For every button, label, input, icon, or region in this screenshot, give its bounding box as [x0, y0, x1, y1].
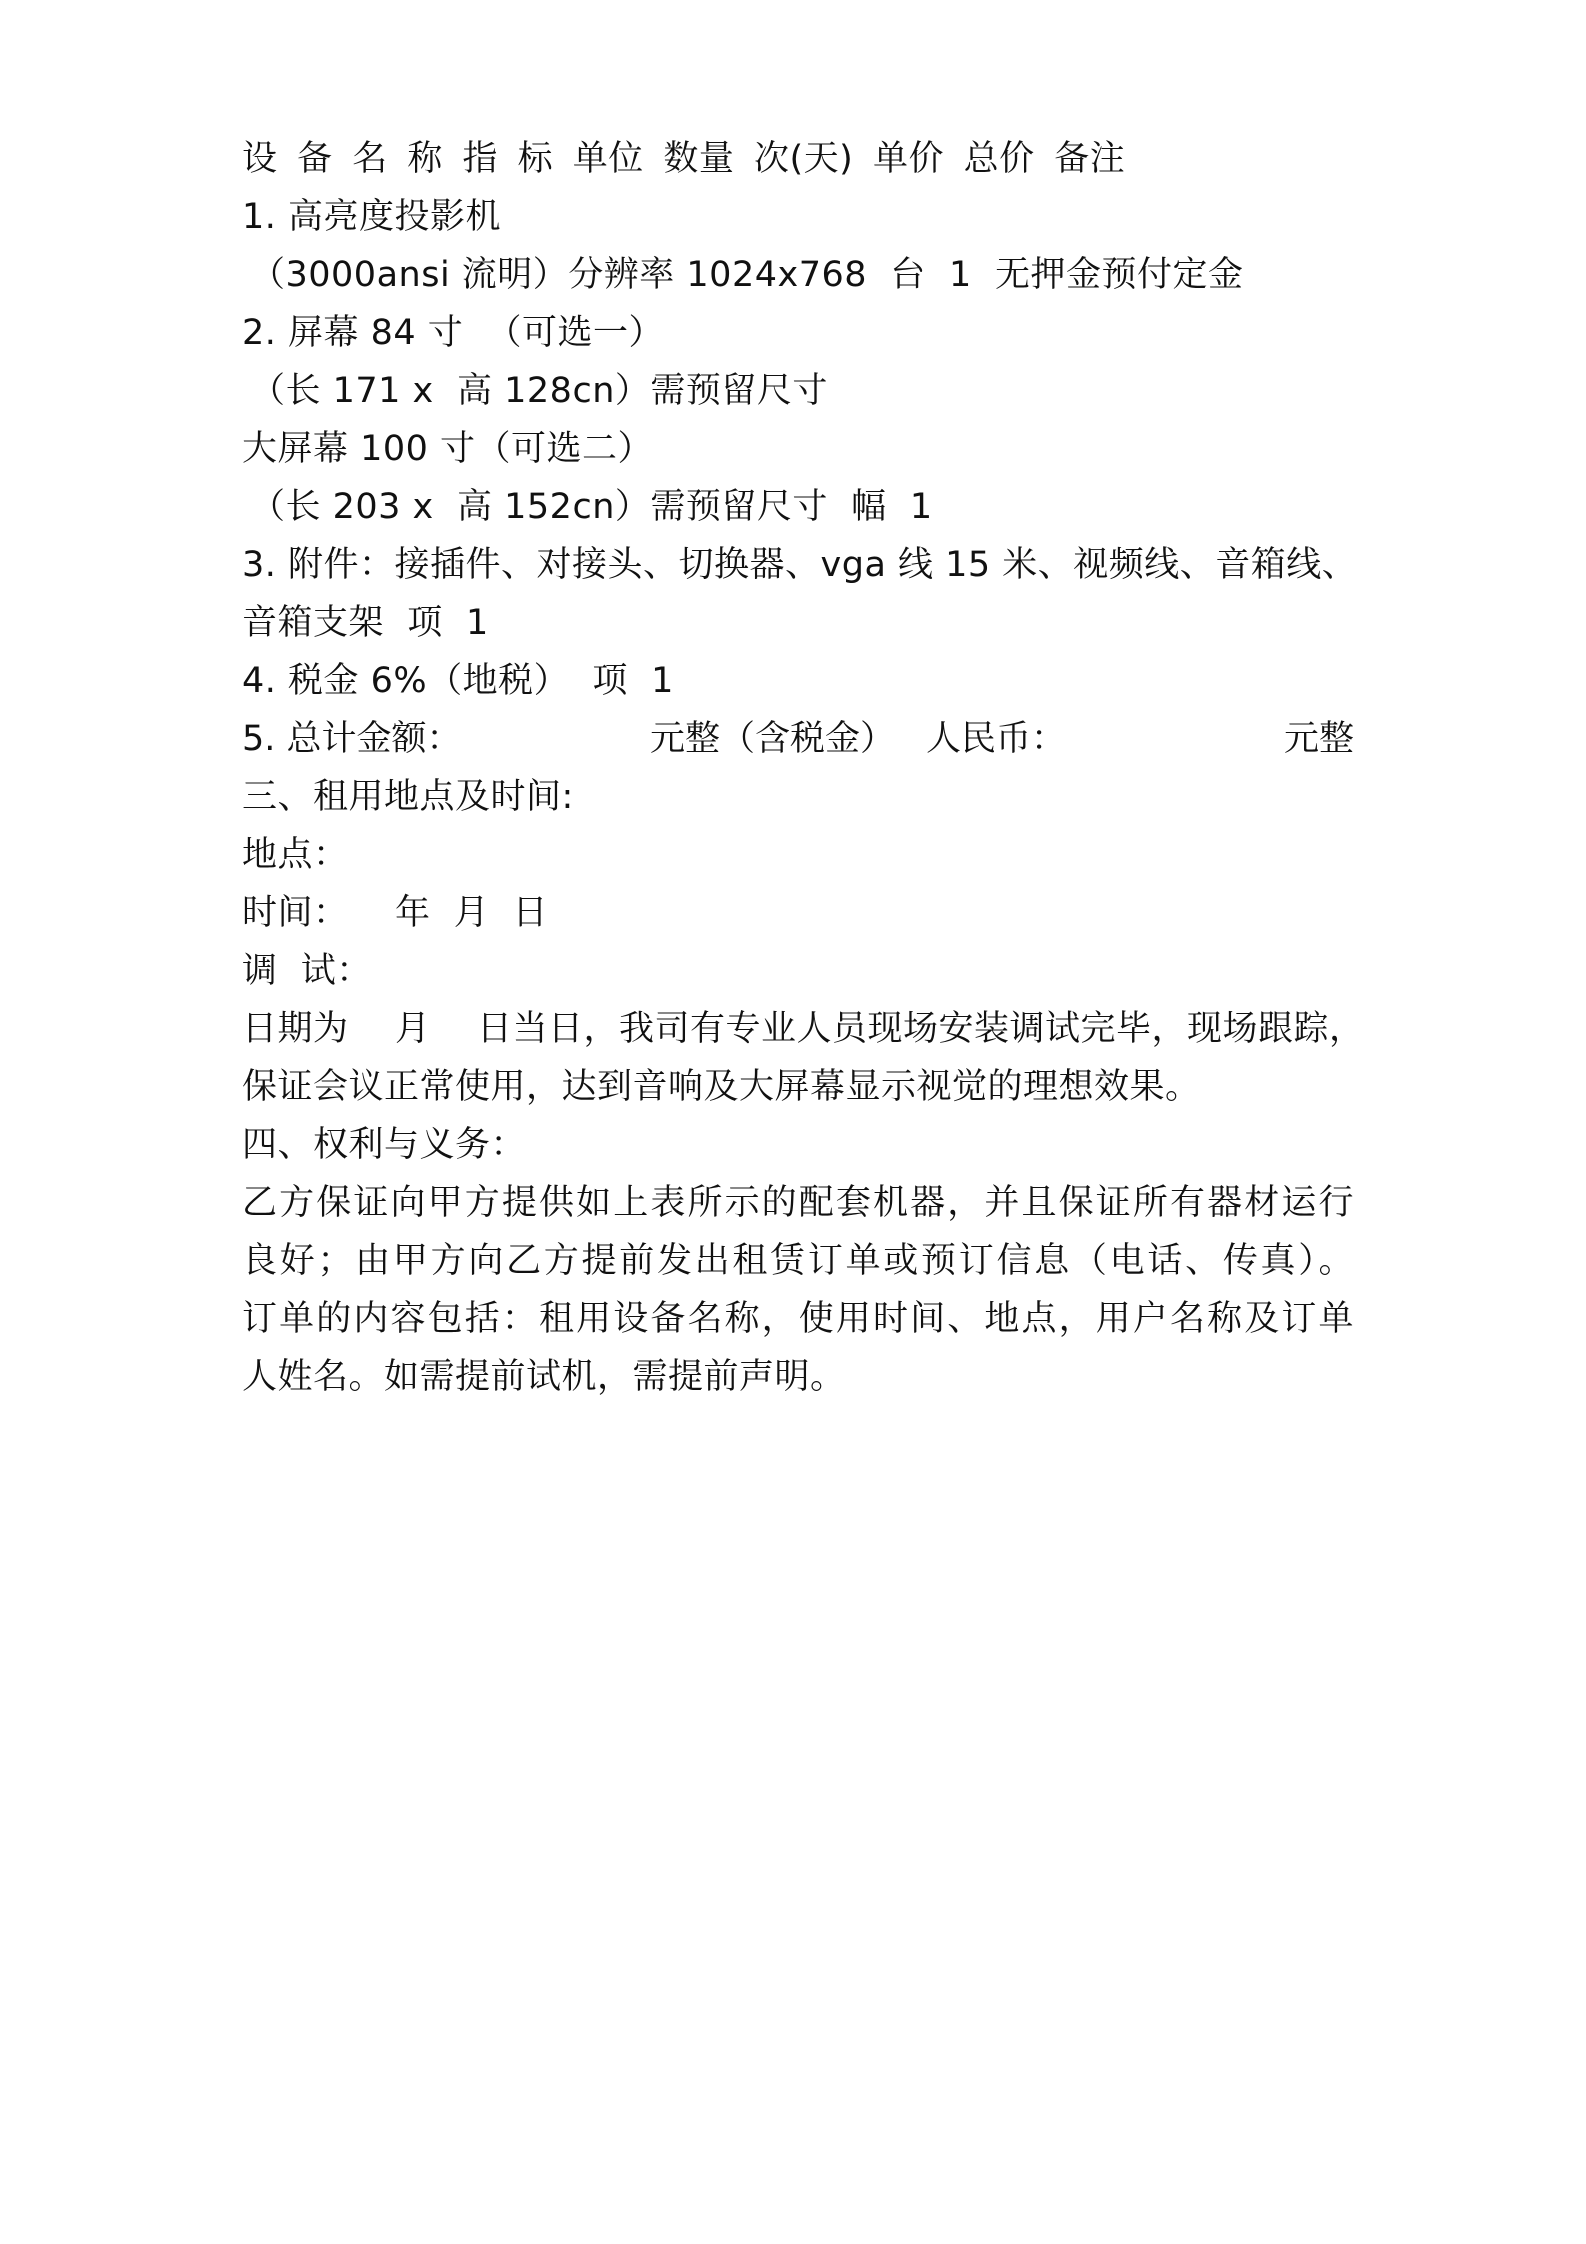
item-3-line-1: 3. 附件：接插件、对接头、切换器、vga 线 15 米、视频线、音箱线、 — [242, 545, 1358, 585]
total-amount-unit: 元整（含税金） — [650, 719, 896, 759]
section-4-title: 四、权利与义务： — [242, 1125, 527, 1165]
item-1-detail: （3000ansi 流明）分辨率 1024x768 台 1 无押金预付定金 — [250, 255, 1244, 295]
item-2b-title: 大屏幕 100 寸（可选二） — [242, 429, 654, 469]
rights-paragraph-line-2: 良好；由甲方向乙方提前发出租赁订单或预订信息（电话、传真）。 — [242, 1241, 1354, 1281]
item-1-title: 1. 高亮度投影机 — [242, 197, 502, 237]
rmb-label: 人民币： — [926, 719, 1067, 759]
rights-paragraph-line-4: 人姓名。如需提前试机，需提前声明。 — [242, 1357, 846, 1397]
section-3-title: 三、租用地点及时间: — [242, 777, 574, 817]
debug-paragraph-line-2: 保证会议正常使用，达到音响及大屏幕显示视觉的理想效果。 — [242, 1067, 1201, 1107]
rmb-unit: 元整 — [1284, 719, 1355, 759]
total-amount-label: 5. 总计金额： — [242, 719, 462, 759]
item-2-detail: （长 171 x 高 128cn）需预留尺寸 — [250, 371, 828, 411]
item-2-title: 2. 屏幕 84 寸 （可选一） — [242, 313, 665, 353]
item-3-line-2: 音箱支架 项 1 — [242, 603, 489, 643]
rights-paragraph-line-3: 订单的内容包括：租用设备名称，使用时间、地点，用户名称及订单 — [242, 1299, 1354, 1339]
debug-paragraph-line-1: 日期为 月 日当日，我司有专业人员现场安装调试完毕，现场跟踪， — [242, 1009, 1365, 1049]
rights-paragraph-line-1: 乙方保证向甲方提供如上表所示的配套机器，并且保证所有器材运行 — [242, 1183, 1354, 1223]
table-header: 设 备 名 称 指 标 单位 数量 次(天) 单价 总价 备注 — [242, 139, 1126, 179]
location-label: 地点： — [242, 835, 349, 875]
item-4: 4. 税金 6%（地税） 项 1 — [242, 661, 674, 701]
debug-label: 调 试： — [242, 951, 372, 991]
time-line: 时间： 年 月 日 — [242, 893, 549, 933]
item-2b-detail: （长 203 x 高 152cn）需预留尺寸 幅 1 — [250, 487, 933, 527]
